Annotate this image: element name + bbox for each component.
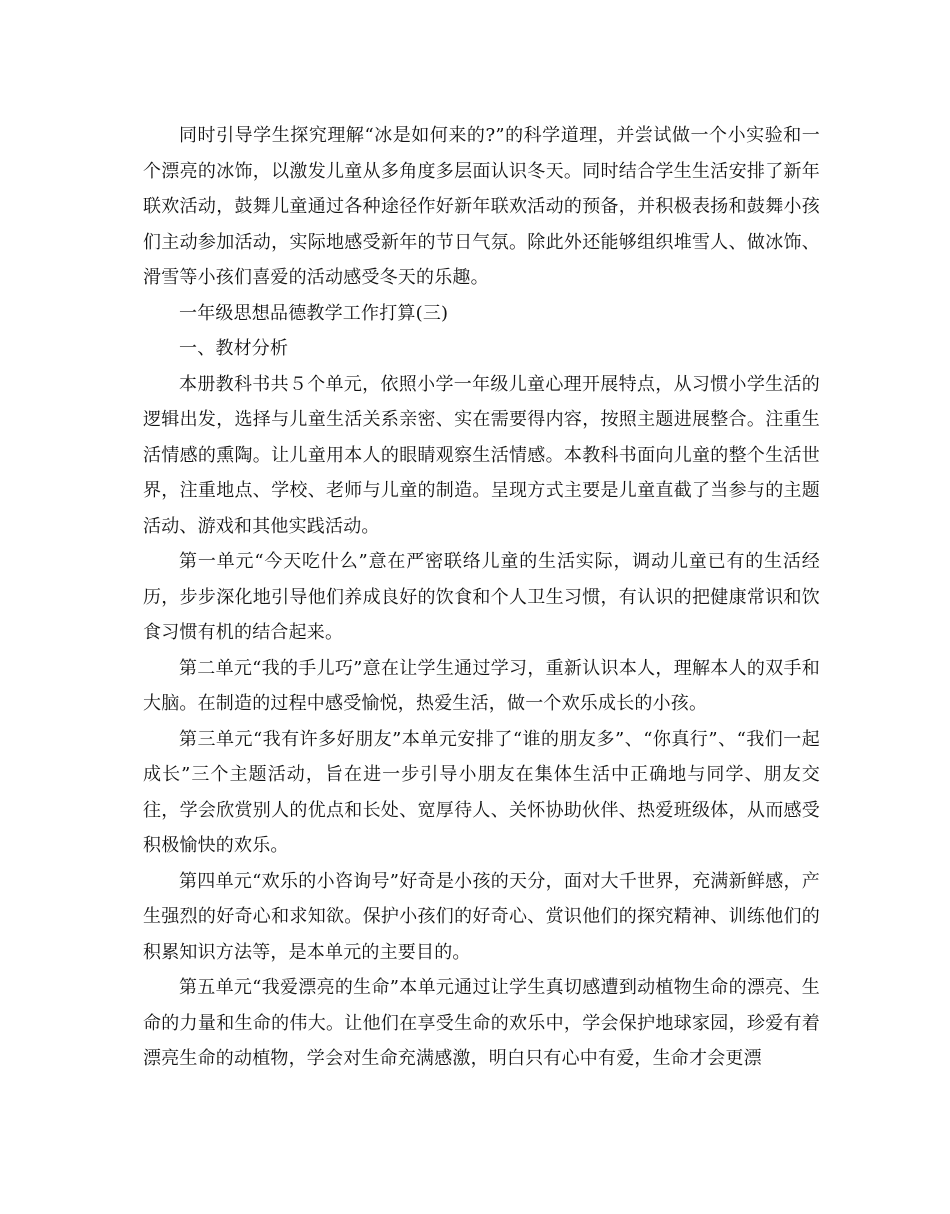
paragraph-unit-two: 第二单元“我的手儿巧”意在让学生通过学习，重新认识本人，理解本人的双手和大脑。在制造的过程中感受愉悦，热爱生活，做一个欢乐成长的小孩。: [143, 657, 820, 714]
paragraph-ice-activity: 同时引导学生探究理解“冰是如何来的?”的科学道理，并尝试做一个小实验和一个漂亮的冰饰，以激发儿童从多角度多层面认识冬天。同时结合学生生活安排了新年联欢活动，鼓舞儿童通过各种途径作好新年联欢活动的预备，并积极表扬和鼓舞小孩们主动参加活动，实际地感受新年的节日气氛。除此外还能够组织堆雪人、做冰饰、滑雪等小孩们喜爱的活动感受冬天的乐趣。: [143, 125, 820, 288]
paragraph-unit-three: 第三单元“我有许多好朋友”本单元安排了“谁的朋友多”、“你真行”、“我们一起成长”三个主题活动，旨在进一步引导小朋友在集体生活中正确地与同学、朋友交往，学会欣赏别人的优点和长处、宽厚待人、关怀协助伙伴、热爱班级体，从而感受积极愉快的欢乐。: [143, 728, 820, 856]
paragraph-unit-four: 第四单元“欢乐的小咨询号”好奇是小孩的天分，面对大千世界，充满新鲜感，产生强烈的好奇心和求知欲。保护小孩们的好奇心、赏识他们的探究精神、训练他们的积累知识方法等，是本单元的主要目的。: [143, 870, 820, 963]
paragraph-unit-five: 第五单元“我爱漂亮的生命”本单元通过让学生真切感遭到动植物生命的漂亮、生命的力量和生命的伟大。让他们在享受生命的欢乐中，学会保护地球家园，珍爱有着漂亮生命的动植物，学会对生命充满感激，明白只有心中有爱，生命才会更漂: [143, 977, 820, 1069]
section-title-plan-three: 一年级思想品德教学工作打算(三): [179, 302, 449, 324]
paragraph-textbook-overview: 本册教科书共５个单元，依照小学一年级儿童心理开展特点，从习惯小学生活的逻辑出发，选择与儿童生活关系亲密、实在需要得内容，按照主题进展整合。注重生活情感的熏陶。让儿童用本人的眼睛观察生活情感。本教科书面向儿童的整个生活世界，注重地点、学校、老师与儿童的制造。呈现方式主要是儿童直截了当参与的主题活动、游戏和其他实践活动。: [143, 373, 820, 537]
section-heading-textbook-analysis: 一、教材分析: [179, 338, 289, 359]
paragraph-unit-one: 第一单元“今天吃什么”意在严密联络儿童的生活实际，调动儿童已有的生活经历，步步深化地引导他们养成良好的饮食和个人卫生习惯，有认识的把健康常识和饮食习惯有机的结合起来。: [143, 551, 820, 643]
document-page: [143, 118, 820, 1077]
